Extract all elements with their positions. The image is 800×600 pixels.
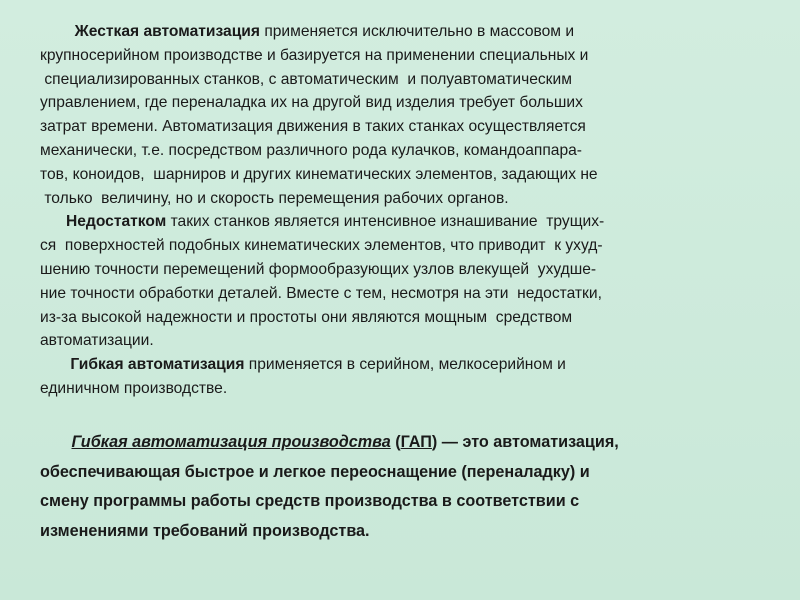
def-line-3: смену программы работы средств производства в соответствии с — [40, 492, 580, 510]
term-flexible-automation: Гибкая автоматизация — [70, 356, 245, 374]
p1-line-4: управлением, где переналадка их на другой вид изделия требует больших — [40, 94, 583, 112]
p2-line-3: шению точности перемещений формообразующих узлов влекущей ухудше- — [40, 260, 597, 278]
p1-line-7: тов, коноидов, шарниров и других кинематических элементов, задающих не — [40, 165, 598, 183]
p2-line-5: из-за высокой надежности и простоты они являются мощным средством — [40, 308, 573, 326]
p1-line-1: Жесткая автоматизация применяется исключительно в массовом и — [74, 23, 575, 40]
p3-line-1: Гибкая автоматизация применяется в серийном, мелкосерийном и — [70, 356, 566, 374]
p2-line-4: ние точности обработки деталей. Вместе с тем, несмотря на эти недостатки, — [40, 284, 602, 302]
p2-line-1: Недостатком таких станков является интенсивное изнашивание трущих- — [66, 213, 605, 231]
term-rigid-automation: Жесткая автоматизация — [74, 23, 260, 40]
def-line-4: изменениями требований производства. — [40, 521, 370, 540]
term-gap-full: Гибкая автоматизация производства — [71, 433, 391, 451]
def-line-1: Гибкая автоматизация производства (ГАП) — это автоматизация, — [71, 433, 619, 451]
body-text — [40, 20, 775, 401]
p1-line-6: механически, т.е. посредством различного рода кулачков, командоаппара- — [40, 141, 582, 159]
p2-line-6: автоматизации. — [40, 332, 154, 350]
definition-block — [40, 428, 780, 546]
def-line-2: обеспечивающая быстрое и легкое переоснащение (переналадку) и — [40, 462, 590, 481]
p3-line-2: единичном производстве. — [40, 379, 228, 397]
term-gap-abbr: ГАП — [400, 433, 432, 451]
term-disadvantage: Недостатком — [66, 213, 167, 231]
p1-line-2: крупносерийном производстве и базируется на применении специальных и — [40, 46, 589, 64]
p2-line-2: ся поверхностей подобных кинематических элементов, что приводит к ухуд- — [40, 237, 603, 255]
p1-line-8: только величину, но и скорость перемещения рабочих органов. — [40, 189, 509, 207]
p1-line-3: специализированных станков, с автоматическим и полуавтоматическим — [40, 70, 572, 88]
p1-line-5: затрат времени. Автоматизация движения в таких станках осуществляется — [40, 118, 586, 136]
